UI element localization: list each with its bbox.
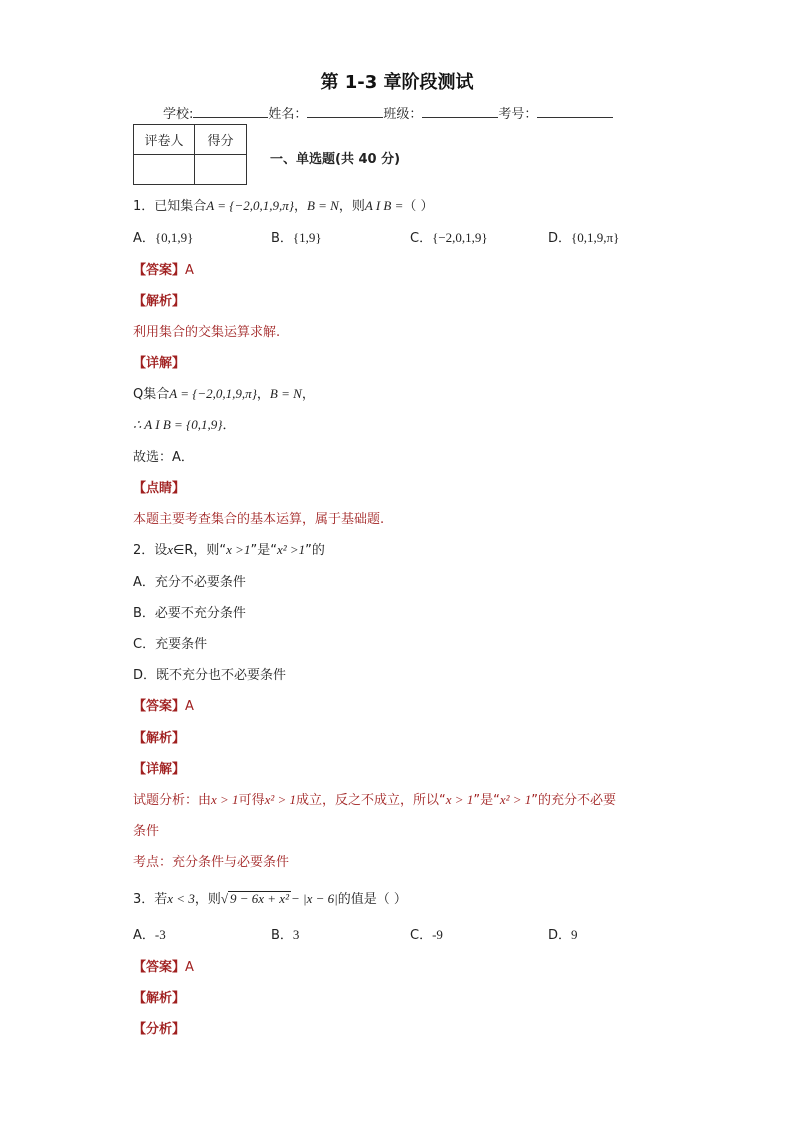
q1-detail-label: 【详解】: [133, 356, 186, 371]
q1-detail-line3: 故选：A．: [133, 450, 194, 465]
q1-paren: （ ）: [403, 199, 434, 214]
q1-comment-label: 【点睛】: [133, 481, 186, 496]
q1-option-b: B．{1,9}: [271, 230, 322, 246]
class-blank: [422, 103, 498, 118]
q1-prefix: 1．已知集合: [133, 199, 207, 214]
score-header: 得分: [195, 125, 247, 155]
q1-comma: ，: [293, 199, 307, 214]
q1-option-c: C．{−2,0,1,9}: [410, 230, 488, 246]
q1-analysis-text: 利用集合的交集运算求解.: [133, 325, 281, 340]
q3-analysis-label: 【解析】: [133, 991, 186, 1006]
q1-comment-text: 本题主要考查集合的基本运算，属于基础题.: [133, 512, 385, 527]
q3-option-b: B．3: [271, 927, 300, 943]
reviewer-header: 评卷人: [134, 125, 195, 155]
q1-analysis-label: 【解析】: [133, 294, 186, 309]
q2-option-d: D．既不充分也不必要条件: [133, 668, 287, 683]
q1-option-d: D．{0,1,9,π}: [548, 230, 620, 246]
exam-no-label: 考号：: [498, 107, 538, 122]
q2-detail-cont: 条件: [133, 824, 160, 839]
reviewer-cell: [134, 155, 195, 185]
school-blank: [193, 103, 268, 118]
q1-stem: [133, 195, 434, 214]
student-info-line: [163, 103, 613, 122]
q1-setA: A = {−2,0,1,9,π}: [206, 198, 294, 213]
name-label: 姓名：: [268, 107, 308, 122]
score-table: [133, 124, 247, 185]
q2-answer: 【答案】A: [133, 699, 194, 714]
q1-option-a: A．{0,1,9}: [133, 230, 194, 246]
page-title: 第 1-3 章阶段测试: [320, 72, 474, 93]
school-label: 学校:: [163, 107, 194, 122]
q2-stem: 2．设x∈R，则“x >1”是“x² >1”的: [133, 542, 325, 558]
q1-expr: A I B =: [364, 198, 404, 213]
q2-detail-text: 试题分析：由x > 1可得x² > 1成立，反之不成立，所以“x > 1”是“x² > 1”的充分不必要: [133, 792, 617, 808]
q3-sqrt-expr: 9 − 6x + x²: [229, 891, 289, 906]
exam-no-blank: [537, 103, 613, 118]
q1-detail-line2: ∴ A I B = {0,1,9}．: [133, 417, 236, 433]
q3-stem: 3．若x < 3，则√ 9 − 6x + x² − |x − 6|的值是（ ）: [133, 891, 407, 907]
q3-option-d: D．9: [548, 927, 578, 943]
class-label: 班级：: [383, 107, 423, 122]
name-blank: [307, 103, 383, 118]
section-title: 一、单选题(共 40 分): [270, 152, 401, 167]
q2-kaodian: 考点：充分条件与必要条件: [133, 855, 290, 870]
q1-setB: B = N: [306, 198, 339, 213]
q2-detail-label: 【详解】: [133, 762, 186, 777]
q3-option-c: C．-9: [410, 927, 443, 943]
score-cell: [195, 155, 247, 185]
sqrt-sign-icon: √: [220, 891, 228, 906]
q1-ask: ，则: [338, 199, 365, 214]
q3-option-a: A．-3: [133, 927, 166, 943]
q3-answer: 【答案】A: [133, 960, 194, 975]
q3-fenxi-label: 【分析】: [133, 1022, 186, 1037]
q2-option-a: A．充分不必要条件: [133, 575, 246, 590]
q1-answer: 【答案】A: [133, 263, 194, 278]
q2-option-b: B．必要不充分条件: [133, 606, 246, 621]
q2-analysis-label: 【解析】: [133, 731, 186, 746]
q2-option-c: C．充要条件: [133, 637, 208, 652]
q1-detail-line1: Q集合A = {−2,0,1,9,π}，B = N，: [133, 386, 315, 402]
